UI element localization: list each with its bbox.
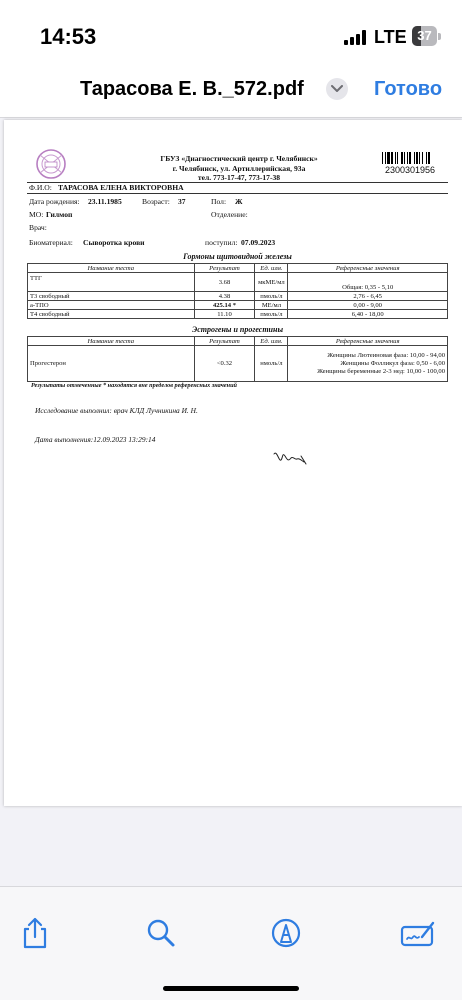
barcode-bar: [428, 152, 430, 164]
table-row: [28, 346, 448, 382]
test-name: а-ТПО: [28, 301, 195, 310]
col-result: Результат: [194, 264, 255, 273]
barcode-bar: [404, 152, 405, 164]
test-ref: Общая: 0,35 - 5,10: [288, 273, 448, 292]
table-row: [28, 301, 448, 310]
dob-value: 23.11.1985: [88, 197, 122, 206]
barcode-bar: [419, 152, 420, 164]
org-address: г. Челябинск, ул. Артиллерийская, 93а: [172, 163, 306, 173]
ref-line: Женщины Фолликул фаза: 0,50 - 6,00: [340, 359, 445, 367]
table-row: [28, 310, 448, 319]
signal-icon: [344, 30, 368, 45]
col-ref: Референсные значения: [288, 264, 448, 273]
markup-icon[interactable]: [271, 917, 301, 949]
status-bar: [0, 0, 462, 64]
sex-label: Пол:: [211, 197, 227, 206]
divider: [27, 193, 448, 194]
estrogens-table: [27, 336, 448, 382]
test-unit: МЕ/мл: [255, 301, 288, 310]
col-test: Название теста: [28, 337, 195, 346]
test-name: Т3 свободный: [28, 292, 195, 301]
org-name: ГБУЗ «Диагностический центр г. Челябинск»: [160, 154, 318, 163]
section-title-thyroid: Гормоны щитовидной железы: [183, 252, 292, 261]
org-phone: тел. 773-17-47, 773-17-38: [197, 173, 281, 182]
barcode-bar: [422, 152, 423, 164]
col-unit: Ед. изм.: [255, 264, 288, 273]
barcode-bar: [391, 152, 393, 164]
ref-line: Женщины беременные 2-3 нед: 10,00 - 100,00: [317, 367, 445, 375]
age-label: Возраст:: [142, 197, 170, 206]
barcode-bar: [407, 152, 408, 164]
test-ref: 6,40 - 18,00: [288, 310, 448, 319]
bottom-toolbar: [0, 886, 462, 1000]
test-ref: 2,76 - 6,45: [288, 292, 448, 301]
col-test: Название теста: [28, 264, 195, 273]
test-unit: пмоль/л: [255, 310, 288, 319]
barcode-bar: [387, 152, 390, 164]
barcode-bar: [385, 152, 386, 164]
home-indicator[interactable]: [163, 986, 299, 991]
section-title-estrogens: Эстрогены и прогестины: [192, 325, 283, 334]
doctor-label: Врач:: [29, 223, 47, 232]
col-unit: Ед. изм.: [255, 337, 288, 346]
performed-by: Исследование выполнил: врач КЛД Лучникина И. Н.: [35, 406, 198, 415]
col-result: Результат: [194, 337, 255, 346]
test-result: 4.38: [194, 292, 255, 301]
test-result: 11.10: [194, 310, 255, 319]
barcode-bar: [382, 152, 383, 164]
status-time: 14:53: [40, 24, 97, 49]
test-ref: 0,00 - 9,00: [288, 301, 448, 310]
share-icon[interactable]: [20, 917, 50, 949]
table-row: [28, 292, 448, 301]
signature-icon[interactable]: [400, 917, 436, 949]
barcode-bar: [426, 152, 427, 164]
test-unit: пмоль/л: [255, 292, 288, 301]
mo-label: МО:: [29, 210, 44, 219]
test-unit: нмоль/л: [255, 346, 288, 382]
network-label: LTE: [374, 27, 407, 47]
footnote: Результаты отмеченные * находятся вне пределов референсных значений: [31, 382, 237, 389]
barcode-number: 2300301956: [385, 165, 436, 175]
received-label: поступил:: [205, 238, 238, 247]
age-value: 37: [178, 197, 186, 206]
clinic-logo-icon: [35, 148, 67, 180]
test-name: Прогестерон: [28, 346, 195, 382]
barcode-bar: [414, 152, 415, 164]
battery-cap: [438, 33, 441, 40]
barcode-bar: [409, 152, 411, 164]
biomaterial-value: Сыворотка крови: [83, 238, 145, 247]
received-value: 07.09.2023: [241, 238, 276, 247]
col-ref: Референсные значения: [288, 337, 448, 346]
test-ref: [288, 346, 448, 382]
patient-name: ТАРАСОВА ЕЛЕНА ВИКТОРОВНА: [58, 183, 184, 192]
barcode-bar: [401, 152, 403, 164]
table-row: [28, 273, 448, 292]
sex-value: Ж: [235, 197, 243, 206]
test-result: <0.32: [194, 346, 255, 382]
chevron-down-icon[interactable]: [326, 78, 348, 100]
name-label: Ф.И.О:: [29, 183, 52, 192]
done-button[interactable]: Готово: [374, 78, 443, 100]
test-result: 3.68: [194, 273, 255, 292]
barcode-bar: [416, 152, 418, 164]
date-done: Дата выполнения:12.09.2023 13:29:14: [35, 435, 156, 444]
search-icon[interactable]: [146, 917, 176, 949]
mo-value: Гилмоп: [46, 210, 73, 219]
table-header: [28, 337, 448, 346]
test-name: Т4 свободный: [28, 310, 195, 319]
battery-icon: [412, 26, 437, 46]
thyroid-table: [27, 263, 448, 319]
battery-percent: 37: [417, 28, 432, 43]
nav-bar: [0, 64, 462, 118]
test-unit: мкМЕ/мл: [255, 273, 288, 292]
dob-label: Дата рождения:: [29, 197, 80, 206]
barcode-bar: [397, 152, 398, 164]
org-header: [124, 154, 354, 183]
test-result-flagged: 425.14 *: [194, 301, 255, 310]
ref-line: Женщины Лютеиновая фаза: 10,00 - 94,00: [327, 351, 445, 359]
barcode-bar: [395, 152, 396, 164]
signature-image: [272, 448, 308, 468]
test-name: ТТГ: [28, 273, 195, 292]
document-title[interactable]: Тарасова Е. В._572.pdf: [80, 78, 304, 100]
biomaterial-label: Биоматериал:: [29, 238, 73, 247]
barcode: [382, 152, 448, 164]
pdf-page[interactable]: [4, 120, 462, 806]
dept-label: Отделение:: [211, 210, 248, 219]
table-header: [28, 264, 448, 273]
